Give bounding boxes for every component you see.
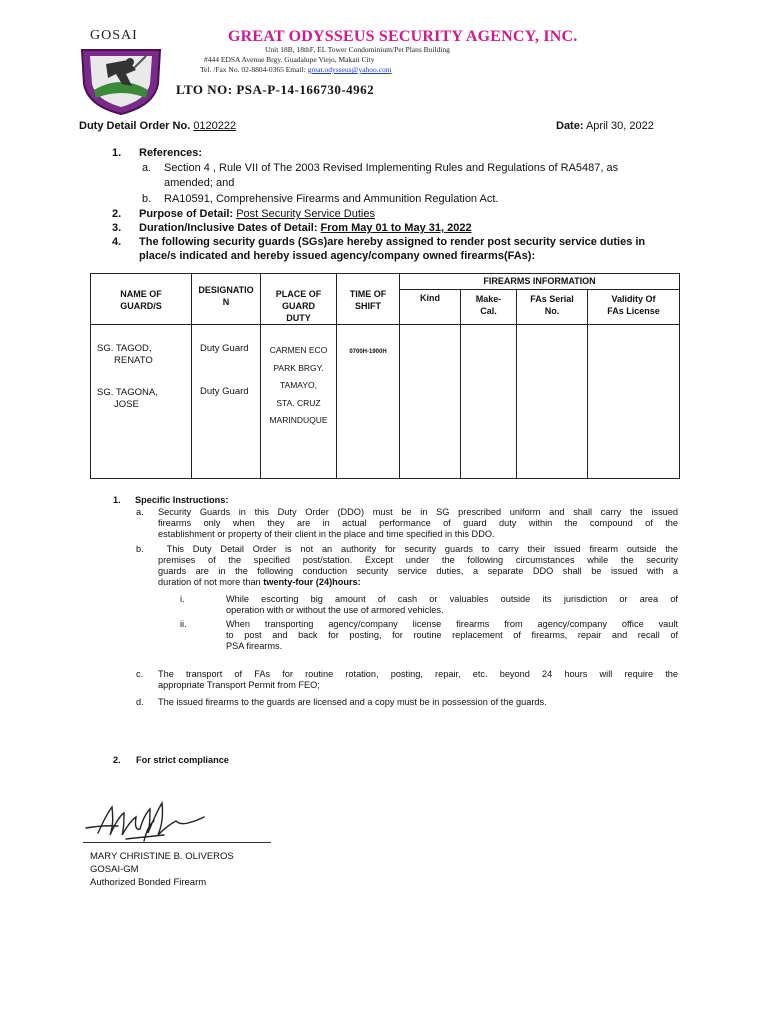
header-validity: Validity Of FAs License	[588, 289, 680, 324]
contact-prefix: Tel. /Fax No. 02-8804-0365 Email:	[200, 65, 308, 74]
instruction-b-text: This Duty Detail Order is not an authority for security guards to carry their issued firearm outside the premises of the specified post/station. Except under the following circumstances while the security guards are in the following conduction security service duties, a separate DDO shall be issued with a duration of not more than twenty-four (24)hours:	[158, 544, 678, 587]
cell-guard-names	[91, 325, 192, 479]
guard-1: SG. TAGOD, RENATO	[97, 343, 153, 366]
reference-b-letter: b.	[142, 193, 152, 205]
cell-validity	[588, 325, 680, 479]
duration-line	[139, 222, 472, 235]
item-4-number: 4.	[112, 236, 122, 248]
agency-seal-icon	[76, 44, 166, 116]
reference-b-text: RA10591, Comprehensive Firearms and Ammunition Regulation Act.	[164, 193, 499, 205]
signature-icon	[84, 795, 214, 855]
cell-time: 0700H-1900H	[337, 325, 400, 479]
header-name: NAME OF GUARD/S	[91, 274, 192, 325]
cell-designations: Duty Guard Duty Guard	[192, 325, 261, 479]
instruction-a-letter: a.	[136, 507, 144, 517]
instruction-i-text: While escorting big amount of cash or valuables outside its jurisdiction or area of operation with or without the use of armored vehicles.	[226, 594, 678, 615]
compliance-number: 2.	[113, 755, 121, 765]
duration-label: Duration/Inclusive Dates of Detail:	[139, 222, 321, 234]
lto-number: LTO NO: PSA-P-14-166730-4962	[176, 82, 375, 97]
company-name: GREAT ODYSSEUS SECURITY AGENCY, INC.	[228, 28, 578, 45]
item-3-number: 3.	[112, 222, 122, 234]
purpose-value: Post Security Service Duties	[236, 208, 375, 220]
order-number: 0120222	[193, 120, 237, 132]
address-line-1: Unit 18B, 18thF, EL Tower Condominium/Pet Plans Building	[265, 45, 450, 54]
instruction-c-text: The transport of FAs for routine rotation, posting, repair, etc. beyond 24 hours will require the appropriate Transport Permit from FEO;	[158, 669, 678, 690]
instructions-title: Specific Instructions:	[135, 495, 229, 505]
duration-value: From May 01 to May 31, 2022	[320, 222, 472, 234]
signature-line	[83, 842, 271, 843]
signatory-position: GOSAI-GM	[90, 864, 139, 875]
instructions-number: 1.	[113, 495, 121, 505]
signatory-title: Authorized Bonded Firearm	[90, 877, 207, 888]
header-designation: DESIGNATIO N	[192, 274, 261, 325]
cell-serial	[517, 325, 588, 479]
instruction-d-letter: d.	[136, 697, 144, 707]
header-kind: Kind	[400, 289, 461, 324]
compliance-text: For strict compliance	[136, 755, 229, 765]
header-firearms-info: FIREARMS INFORMATION	[400, 274, 680, 290]
logo-text: GOSAI	[90, 28, 138, 43]
item-1-number: 1.	[112, 147, 122, 159]
header-place: PLACE OF GUARD DUTY	[261, 274, 337, 325]
email-link[interactable]: great.odysseus@yahoo.com	[307, 65, 392, 74]
cell-kind	[400, 325, 461, 479]
cell-place: CARMEN ECO PARK BRGY. TAMAYO, STA. CRUZ MARINDUQUE	[261, 325, 337, 479]
reference-a-text-1: Section 4 , Rule VII of The 2003 Revised Implementing Rules and Regulations of RA5487, as	[164, 162, 619, 174]
address-line-2: #444 EDSA Avenue Brgy. Guadalupe Viejo, Makati City	[204, 55, 375, 64]
instruction-ii-number: ii.	[180, 619, 187, 629]
item-2-number: 2.	[112, 208, 122, 220]
instruction-d-text: The issued firearms to the guards are licensed and a copy must be in possession of the guards.	[158, 697, 547, 707]
reference-a-text-2: amended; and	[164, 177, 235, 189]
item-4-text-1: The following security guards (SGs)are hereby assigned to render post security service duties in	[139, 236, 646, 248]
contact-line	[200, 65, 392, 74]
instruction-b-letter: b.	[136, 544, 144, 554]
item-4-text-2: place/s indicated and hereby issued agency/company owned firearms(FAs):	[139, 250, 536, 262]
order-label: Duty Detail Order No.	[79, 120, 191, 132]
cell-make	[461, 325, 517, 479]
references-title: References:	[139, 147, 202, 159]
signatory-name: MARY CHRISTINE B. OLIVEROS	[90, 851, 234, 862]
signatory-block	[90, 850, 234, 889]
instruction-i-number: i.	[180, 594, 185, 604]
guard-2: SG. TAGONA, JOSE	[97, 387, 158, 410]
reference-a-letter: a.	[142, 162, 152, 174]
header-serial: FAs Serial No.	[517, 289, 588, 324]
purpose-line	[139, 208, 375, 221]
order-date: April 30, 2022	[585, 120, 654, 132]
instruction-ii-text: When transporting agency/company license firearms from agency/company office vault to post and back for posting, for routine replacement of firearms, repair and recall of PSA firearms.	[226, 619, 678, 651]
header-make: Make- Cal.	[461, 289, 517, 324]
firearms-table	[90, 273, 680, 479]
order-date-line	[556, 120, 654, 132]
order-number-line	[79, 120, 236, 132]
purpose-label: Purpose of Detail:	[139, 208, 237, 220]
instruction-c-letter: c.	[136, 669, 144, 679]
instruction-a-text: Security Guards in this Duty Order (DDO) must be in SG prescribed uniform and shall carry the issued firearms only when they are in actual performance of guard duty within the compound of the establishment or property of their client in the place and time specified in this DDO.	[158, 507, 678, 539]
header-time: TIME OF SHIFT	[337, 274, 400, 325]
date-label: Date:	[556, 120, 584, 132]
